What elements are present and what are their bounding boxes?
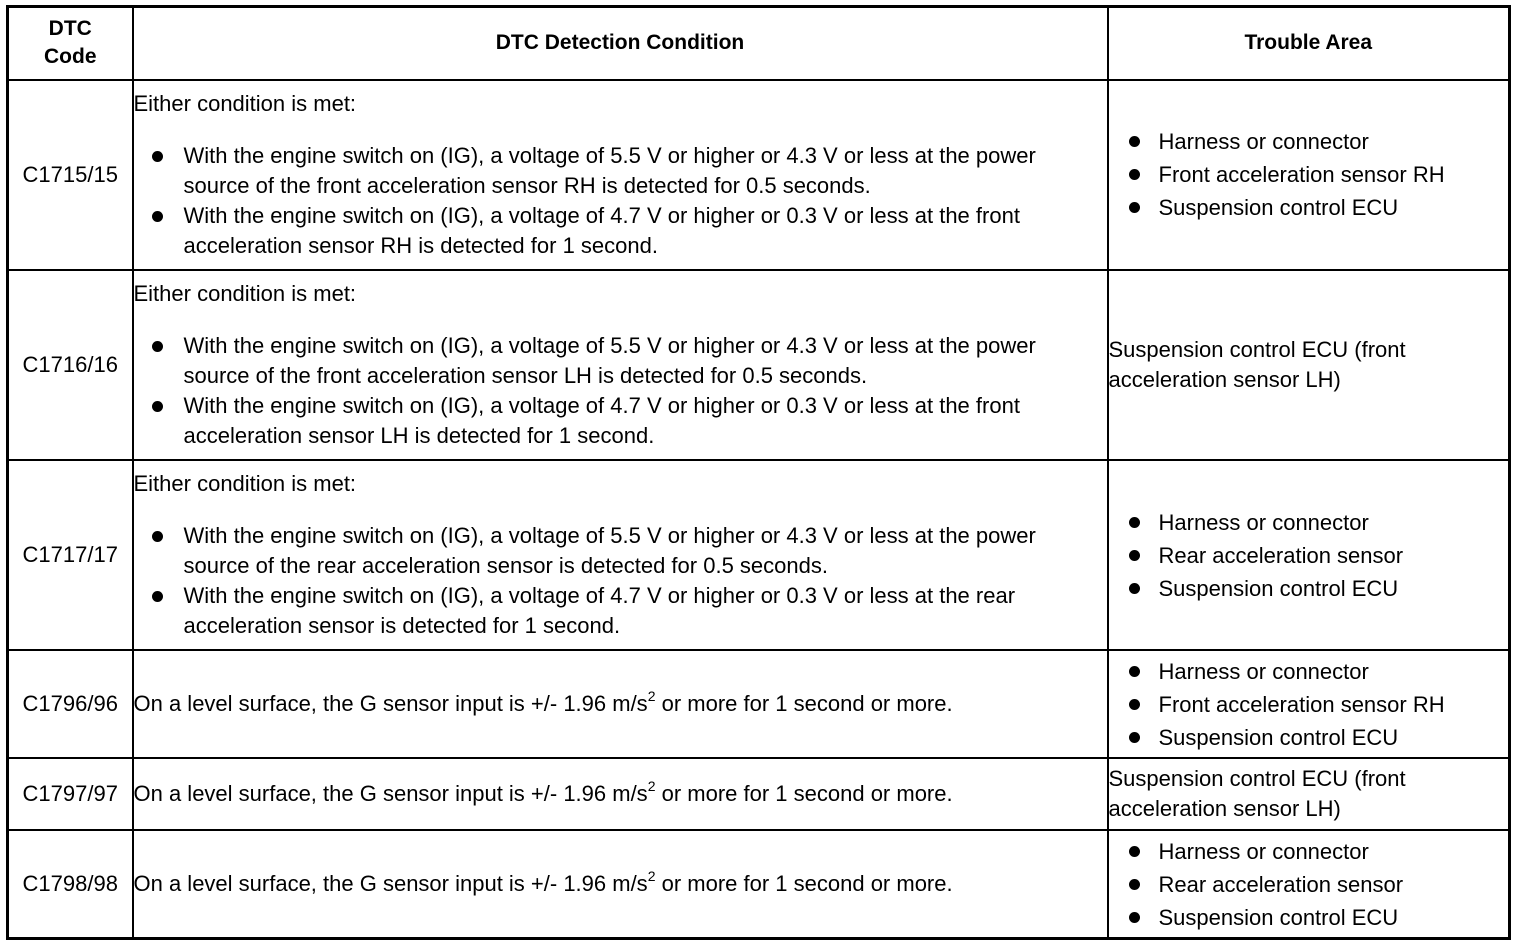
table-row	[8, 758, 1510, 830]
superscript: 2	[647, 687, 656, 704]
trouble-item: Rear acceleration sensor	[1109, 539, 1509, 572]
table-row	[8, 80, 1510, 270]
header-dtc-code: DTC Code	[8, 7, 133, 80]
detection-condition	[133, 758, 1108, 830]
dtc-code: C1717/17	[8, 460, 133, 650]
trouble-list	[1109, 125, 1509, 224]
trouble-item: Harness or connector	[1109, 506, 1509, 539]
dtc-code: C1798/98	[8, 830, 133, 938]
trouble-item: Suspension control ECU	[1109, 572, 1509, 605]
table-row	[8, 460, 1510, 650]
condition-lead: Either condition is met:	[133, 90, 357, 116]
trouble-item: Front acceleration sensor RH	[1109, 688, 1509, 721]
condition-text: or more for 1 second or more.	[655, 871, 953, 897]
condition-item: With the engine switch on (IG), a voltage of 4.7 V or higher or 0.3 V or less at the rear acceleration sensor is detected for 1 second.	[134, 581, 1107, 641]
superscript: 2	[647, 867, 656, 884]
trouble-list	[1109, 835, 1509, 934]
condition-item: With the engine switch on (IG), a voltage of 5.5 V or higher or 4.3 V or less at the power source of the front acceleration sensor RH is detected for 0.5 seconds.	[134, 141, 1107, 201]
detection-condition	[133, 270, 1108, 460]
condition-item: With the engine switch on (IG), a voltage of 4.7 V or higher or 0.3 V or less at the front acceleration sensor RH is detected for 1 second.	[134, 201, 1107, 261]
trouble-item: Harness or connector	[1109, 835, 1509, 868]
trouble-area	[1108, 80, 1510, 270]
trouble-area	[1108, 460, 1510, 650]
detection-condition	[133, 460, 1108, 650]
condition-item: With the engine switch on (IG), a voltage of 5.5 V or higher or 4.3 V or less at the power source of the rear acceleration sensor is detected for 0.5 seconds.	[134, 521, 1107, 581]
condition-item: With the engine switch on (IG), a voltage of 4.7 V or higher or 0.3 V or less at the front acceleration sensor LH is detected for 1 second.	[134, 391, 1107, 451]
dtc-table	[6, 5, 1511, 940]
condition-lead: Either condition is met:	[133, 471, 357, 497]
trouble-area: Suspension control ECU (front acceleration sensor LH)	[1108, 270, 1510, 460]
header-row	[8, 7, 1510, 80]
detection-condition	[133, 80, 1108, 270]
condition-text: On a level surface, the G sensor input is +/- 1.96 m/s	[133, 691, 648, 717]
trouble-item: Harness or connector	[1109, 125, 1509, 158]
header-detection-condition: DTC Detection Condition	[133, 7, 1108, 80]
trouble-item: Suspension control ECU	[1109, 721, 1509, 754]
table-row	[8, 650, 1510, 758]
condition-lead: Either condition is met:	[133, 280, 357, 306]
condition-list	[134, 521, 1107, 641]
dtc-code: C1796/96	[8, 650, 133, 758]
condition-text: or more for 1 second or more.	[655, 781, 953, 807]
table-row	[8, 270, 1510, 460]
trouble-item: Front acceleration sensor RH	[1109, 158, 1509, 191]
detection-condition	[133, 650, 1108, 758]
table-row	[8, 830, 1510, 938]
detection-condition	[133, 830, 1108, 938]
trouble-item: Suspension control ECU	[1109, 191, 1509, 224]
trouble-list	[1109, 506, 1509, 605]
superscript: 2	[647, 777, 656, 794]
trouble-area	[1108, 650, 1510, 758]
trouble-list	[1109, 655, 1509, 754]
trouble-area	[1108, 830, 1510, 938]
condition-item: With the engine switch on (IG), a voltage of 5.5 V or higher or 4.3 V or less at the power source of the front acceleration sensor LH is detected for 0.5 seconds.	[134, 331, 1107, 391]
condition-list	[134, 331, 1107, 451]
condition-text: On a level surface, the G sensor input is +/- 1.96 m/s	[133, 781, 648, 807]
dtc-code: C1797/97	[8, 758, 133, 830]
trouble-area: Suspension control ECU (front acceleration sensor LH)	[1108, 758, 1510, 830]
dtc-code: C1716/16	[8, 270, 133, 460]
condition-text: On a level surface, the G sensor input is +/- 1.96 m/s	[133, 871, 648, 897]
condition-text: or more for 1 second or more.	[655, 691, 953, 717]
dtc-code: C1715/15	[8, 80, 133, 270]
trouble-item: Harness or connector	[1109, 655, 1509, 688]
trouble-item: Suspension control ECU	[1109, 901, 1509, 934]
trouble-item: Rear acceleration sensor	[1109, 868, 1509, 901]
condition-list	[134, 141, 1107, 261]
header-trouble-area: Trouble Area	[1108, 7, 1510, 80]
